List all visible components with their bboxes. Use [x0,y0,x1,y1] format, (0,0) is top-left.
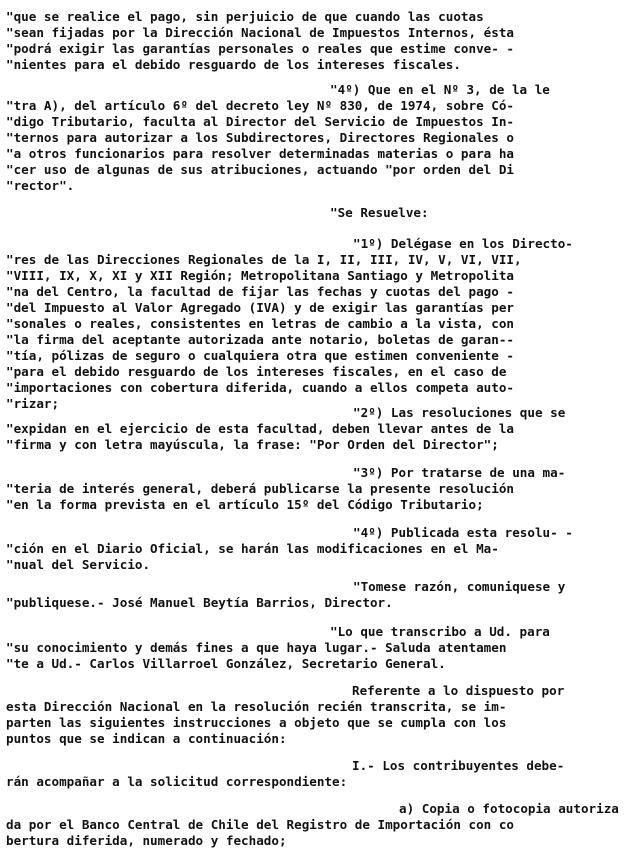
text-line: "en la forma prevista en el artículo 15º del Código Tributario; [6,497,484,512]
paragraph-lead-line: I.- Los contribuyentes debe- [352,758,565,773]
paragraph-lead-line: "4º) Publicada esta resolu- - [353,525,573,540]
text-line: "digo Tributario, faculta al Director del Servicio de Impuestos In- [6,114,514,129]
signature-line: "te a Ud.- Carlos Villarroel González, Secretario General. [6,656,446,671]
paragraph-lead-line: a) Copia o fotocopia autoriza [399,801,619,816]
text-line: "rizar; [6,396,60,411]
text-line: "a otros funcionarios para resolver determinadas materias o para ha [6,146,514,161]
text-line: "VIII, IX, X, XI y XII Región; Metropolitana Santiago y Metropolita [6,268,514,283]
text-line: da por el Banco Central de Chile del Registro de Importación con co [6,817,514,832]
text-line: parten las siguientes instrucciones a objeto que se cumpla con los [6,715,507,730]
text-line: puntos que se indican a continuación: [6,731,287,746]
text-line: "para el debido resguardo de los intereses fiscales, en el caso de [6,364,507,379]
text-line: "rector". [6,178,75,193]
resolution-heading: "Se Resuelve: [330,205,429,220]
text-line: "su conocimiento y demás fines a que haya lugar.- Saluda atentamen [6,640,507,655]
paragraph-lead-line: "4º) Que en el Nº 3, de la le [330,82,550,97]
text-line: "que se realice el pago, sin perjuicio de que cuando las cuotas [6,9,484,24]
text-line: "del Impuesto al Valor Agregado (IVA) y de exigir las garantías per [6,300,514,315]
text-line: "la firma del aceptante autorizada ante notario, boletas de garan-- [6,332,514,347]
text-line: "importaciones con cobertura diferida, cuando a ellos competa auto- [6,380,514,395]
text-line: "res de las Direcciones Regionales de la I, II, III, IV, V, VI, VII, [6,252,522,267]
paragraph-lead-line: "2º) Las resoluciones que se [353,405,566,420]
text-line: "teria de interés general, deberá publicarse la presente resolución [6,481,514,496]
paragraph-lead-line: Referente a lo dispuesto por [352,683,565,698]
text-line: esta Dirección Nacional en la resolución recién transcrita, se im- [6,699,507,714]
paragraph-lead-line: "1º) Delégase en los Directo- [353,236,573,251]
text-line: "firma y con letra mayúscula, la frase: "Por Orden del Director"; [6,437,499,452]
text-line: "ternos para autorizar a los Subdirectores, Directores Regionales o [6,130,514,145]
signature-line: "publiquese.- José Manuel Beytía Barrios, Director. [6,595,393,610]
text-line: "sean fijadas por la Dirección Nacional de Impuestos Internos, ésta [6,25,514,40]
text-line: rán acompañar a la solicitud correspondiente: [6,774,348,789]
paragraph-lead-line: "Lo que transcribo a Ud. para [330,624,550,639]
paragraph-lead-line: "Tomese razón, comuniquese y [353,579,566,594]
text-line: "expidan en el ejercicio de esta facultad, deben llevar antes de la [6,421,514,436]
text-line: "tra A), del artículo 6º del decreto ley Nº 830, de 1974, sobre Có- [6,98,514,113]
text-line: "nientes para el debido resguardo de los intereses fiscales. [6,57,461,72]
text-line: "sonales o reales, consistentes en letras de cambio a la vista, con [6,316,514,331]
text-line: "ción en el Diario Oficial, se harán las modificaciones en el Ma- [6,541,499,556]
paragraph-lead-line: "3º) Por tratarse de una ma- [353,465,566,480]
text-line: "nual del Servicio. [6,557,151,572]
text-line: "tía, pólizas de seguro o cualquiera otra que estimen conveniente - [6,348,514,363]
text-line: "cer uso de algunas de sus atribuciones, actuando "por orden del Di [6,162,514,177]
text-line: "na del Centro, la facultad de fijar las fechas y cuotas del pago - [6,284,514,299]
text-line: bertura diferida, numerado y fechado; [6,833,287,848]
text-line: "podrá exigir las garantías personales o reales que estime conve- - [6,41,514,56]
